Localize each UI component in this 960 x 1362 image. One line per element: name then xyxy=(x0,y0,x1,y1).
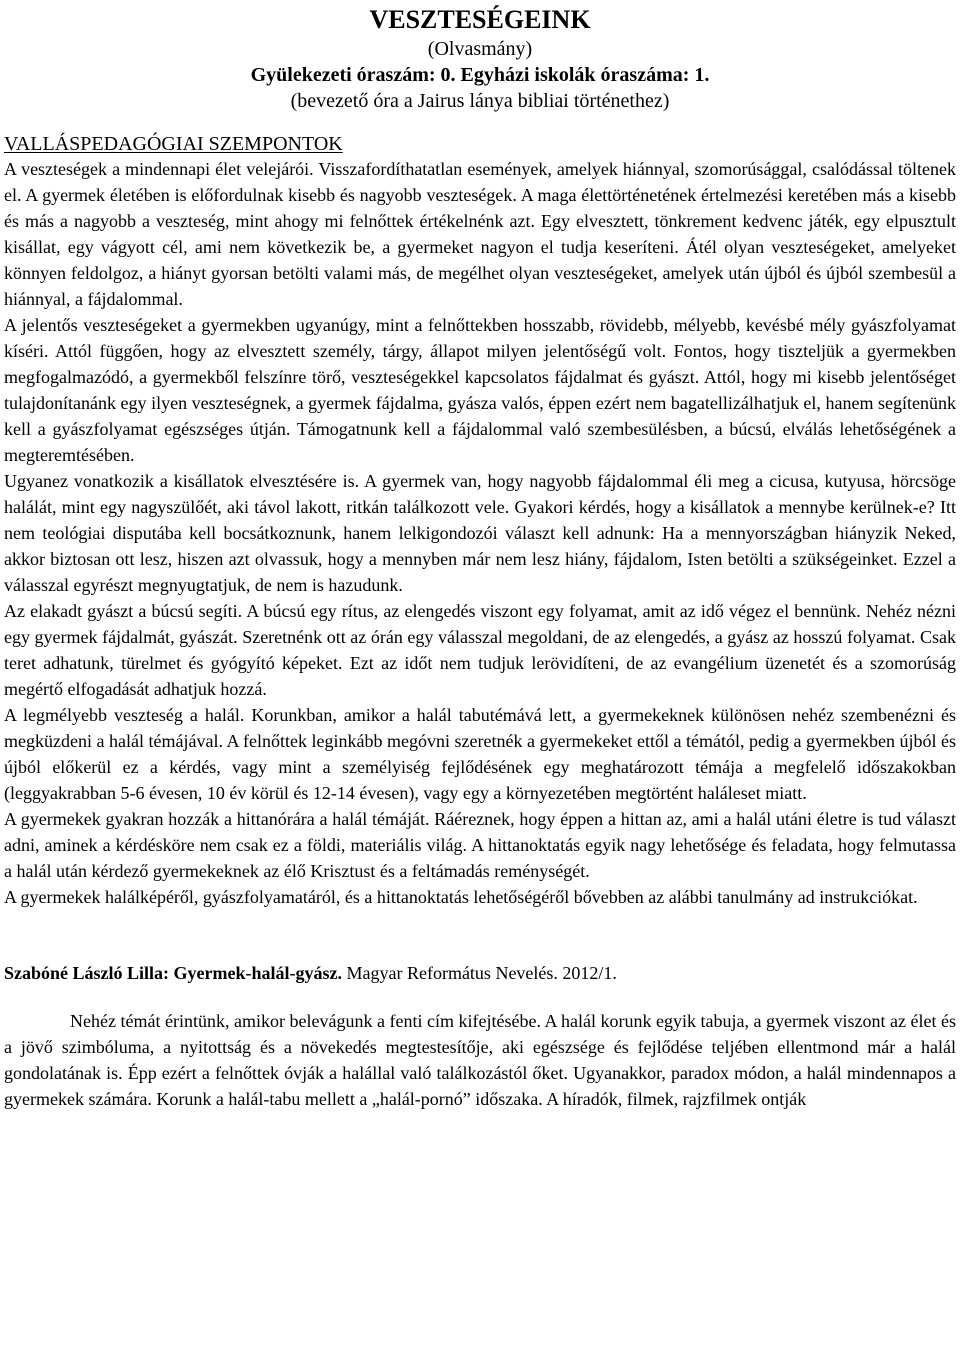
citation xyxy=(4,960,956,986)
lesson-intro-note: (bevezető óra a Jairus lánya bibliai történethez) xyxy=(290,90,670,112)
paragraph-death: A legmélyebb veszteség a halál. Korunkban, amikor a halál tabutémává lett, a gyermekeknek különösen nehéz szembenézni és megküzdeni a halál témájával. A felnőttek leginkább megóvni szeretnék a gyermekeket ettől a témától, pedig a gyermekben újból és újból előkerül ez a kérdés, vagy mint a személyiség fejlődésének egy meghatározott témája a megfelelő időszakokban (leggyakrabban 5-6 évesen, 10 év körül és 12-14 évesen), vagy egy a környezetében megtörtént haláleset miatt. xyxy=(4,705,956,803)
document-title: VESZTESÉGEINK xyxy=(369,5,591,34)
citation-source: Magyar Református Nevelés. 2012/1. xyxy=(341,963,617,983)
lesson-hours: Gyülekezeti óraszám: 0. Egyházi iskolák óraszáma: 1. xyxy=(250,64,710,86)
section-heading: VALLÁSPEDAGÓGIAI SZEMPONTOK xyxy=(4,133,343,155)
document-subtitle: (Olvasmány) xyxy=(427,38,533,60)
paragraph-pets: Ugyanez vonatkozik a kisállatok elvesztésére is. A gyermek van, hogy nagyobb fájdalommal éli meg a cicusa, kutyusa, hörcsöge halálát, mint egy nagyszülőét, aki távol lakott, ritkán találkozott vele. Gyakori kérdés, hogy a kisállatok a mennybe kerülnek-e? Itt nem teológiai disputába kell bocsátkoznunk, hanem lelkigondozói választ kell adnunk: Ha a mennyországban hiányzik Neked, akkor biztosan ott lesz, hiszen azt olvassuk, hogy a mennyben már nem lesz hiány, fájdalom, Isten betölti a szükségeinket. Ezzel a válasszal egyrészt megnyugtatjuk, de nem is hazudunk. xyxy=(4,471,956,595)
paragraph-farewell: Az elakadt gyászt a búcsú segíti. A búcsú egy rítus, az elengedés viszont egy folyamat, amit az idő végez el bennünk. Nehéz nézni egy gyermek fájdalmát, gyászát. Szeretnénk ott az órán egy válasszal megoldani, de az elengedés, a gyász az hosszú folyamat. Csak teret adhatunk, türelmet és gyógyító képeket. Ezt az időt nem tudjuk lerövidíteni, de az evangélium üzenetét és a szomorúság megértő elfogadását adhatjuk hozzá. xyxy=(4,601,956,699)
paragraph-further-reading: A gyermekek halálképéről, gyászfolyamatáról, és a hittanoktatás lehetőségéről bővebben az alábbi tanulmány ad instrukciókat. xyxy=(4,887,918,907)
citation-author-title: Szabóné László Lilla: Gyermek-halál-gyász. xyxy=(4,963,342,983)
paragraph-grief-process: A jelentős veszteségeket a gyermekben ugyanúgy, mint a felnőttekben hosszabb, rövidebb, mélyebb, kevésbé mély gyászfolyamat kíséri. Attól függően, hogy az elvesztett személy, tárgy, állapot milyen jelentőségű volt. Fontos, hogy tiszteljük a gyermekben megfogalmazódó, a gyermekből felszínre törő, veszteségekkel kapcsolatos fájdalmat és gyászt. Attól, hogy mi kisebb jelentőséget tulajdonítanánk egy ilyen veszteségnek, a gyermek fájdalma, gyásza valós, éppen ezért nem bagatellizálhatjuk el, hanem segítenünk kell a gyászfolyamat egészséges útján. Támogatnunk kell a fájdalommal való szembesülésben, a búcsú, elválás lehetőségének a megteremtésében. xyxy=(4,315,956,465)
document-page xyxy=(4,0,956,1112)
paragraph-losses: A veszteségek a mindennapi élet velejárói. Visszafordíthatatlan események, amelyek hiánnyal, szomorúsággal, csalódással töltenek el. A gyermek életében is előfordulnak kisebb és nagyobb veszteségek. A maga élettörténetének értelmezési keretében más a kisebb és más a nagyobb a veszteség, mint ahogy mi felnőttek értékelnénk azt. Egy elvesztett, tönkrement kedvenc játék, egy elpusztult kisállat, egy vágyott cél, ami nem következik be, a gyermeket nagyon el tudja keseríteni. Átél olyan veszteségeket, amelyeket könnyen feldolgoz, a hiányt gyorsan betölti valami más, de megélhet olyan veszteségeket, amelyek után újból és újból szembesül a hiánnyal, a fájdalommal. xyxy=(4,159,956,309)
paragraph-religious-class: A gyermekek gyakran hozzák a hittanórára a halál témáját. Ráéreznek, hogy éppen a hittan az, ami a halál utáni életre is tud választ adni, aminek a kérdésköre nem csak ez a földi, materiális világ. A hittanoktatás egyik nagy lehetősége és feladata, hogy felmutassa a halál után kérdező gyermekeknek az élő Krisztust és a feltámadás reménységét. xyxy=(4,809,956,881)
title-block xyxy=(4,4,956,114)
article-first-paragraph: Nehéz témát érintünk, amikor belevágunk a fenti cím kifejtésébe. A halál korunk egyik tabuja, a gyermek viszont az élet és a jövő szimbóluma, a nyitottság és a növekedés megtestesítője, aki egészsége és fejlődése teljében ellentmond már a halál gondolatának is. Épp ezért a felnőttek óvják a halállal való találkozástól őket. Ugyanakkor, paradox módon, a halál mindennapos a gyermekek számára. Korunk a halál-tabu mellett a „halál-pornó” időszaka. A híradók, filmek, rajzfilmek ontják xyxy=(4,1011,956,1109)
